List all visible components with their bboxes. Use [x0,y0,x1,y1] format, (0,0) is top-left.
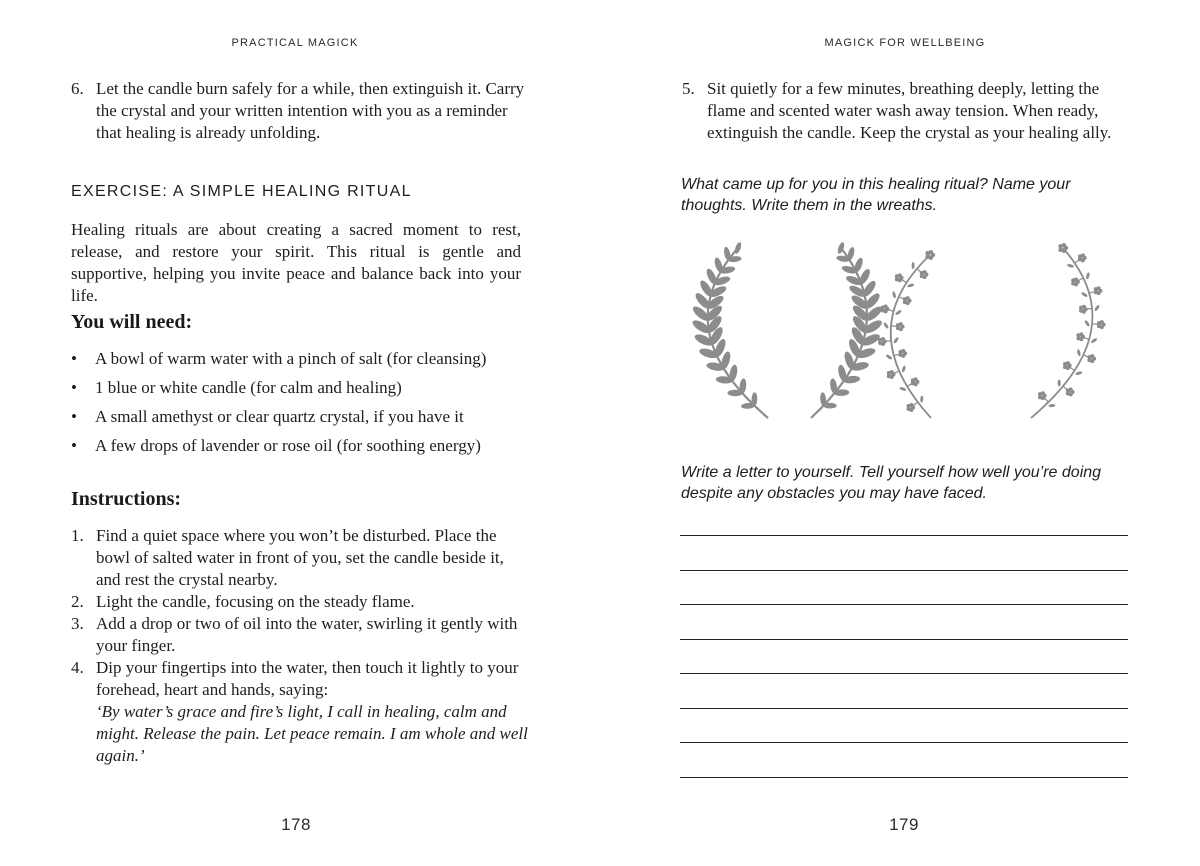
need-text: A small amethyst or clear quartz crystal, if you have it [95,407,464,426]
list-item [71,348,531,377]
step-text: Find a quiet space where you won’t be disturbed. Place the bowl of salted water in front of you, set the candle beside it, and rest the crystal nearby. [96,526,504,589]
exercise-heading: EXERCISE: A SIMPLE HEALING RITUAL [71,183,412,200]
running-head-left: PRACTICAL MAGICK [231,37,359,49]
writing-line[interactable] [680,604,1128,605]
writing-line[interactable] [680,535,1128,536]
writing-line[interactable] [680,570,1128,571]
flower-wreath-left-icon [878,250,935,418]
page-number-right: 179 [889,815,919,834]
step-text: Add a drop or two of oil into the water, swirling it gently with your finger. [96,614,518,655]
wreaths-illustration [673,240,1133,425]
you-will-need-heading: You will need: [71,311,193,333]
leaf-wreath-left-icon [691,241,768,418]
step-3 [71,613,531,657]
step-number: 5. [682,79,695,98]
need-text: A bowl of warm water with a pinch of salt (for cleansing) [95,349,487,368]
step-2 [71,591,531,613]
step-text: Dip your fingertips into the water, then touch it lightly to your forehead, heart and hands, saying: [96,658,519,699]
leaf-wreath-right-icon [811,241,884,418]
writing-line[interactable] [680,639,1128,640]
letter-prompt: Write a letter to yourself. Tell yourself how well you’re doing despite any obstacles you may have faced. [681,464,1102,502]
bullet-icon: • [71,349,77,368]
step-5 [682,78,1142,144]
page-number-left: 178 [281,815,311,834]
need-text: A few drops of lavender or rose oil (for soothing energy) [95,436,481,455]
step-4 [71,657,531,767]
bullet-icon: • [71,407,77,426]
list-item [71,406,531,435]
need-text: 1 blue or white candle (for calm and healing) [95,378,402,397]
incantation: ‘By water’s grace and fire’s light, I call in healing, calm and might. Release the pain. Let peace remain. I am whole and well again.’ [96,702,528,765]
writing-line[interactable] [680,777,1128,778]
list-item [71,435,531,464]
step-number: 6. [71,79,84,98]
step-6 [71,78,531,144]
step-text: Sit quietly for a few minutes, breathing deeply, letting the flame and scented water wash away tension. When ready, extinguish the candle. Keep the crystal as your healing ally. [707,79,1112,142]
writing-line[interactable] [680,708,1128,709]
step-1 [71,525,531,591]
running-head-right: MAGICK FOR WELLBEING [824,37,986,49]
writing-line[interactable] [680,742,1128,743]
step-text: Light the candle, focusing on the steady flame. [96,592,415,611]
step-number: 4. [71,658,84,677]
instructions-heading: Instructions: [71,488,182,510]
writing-line[interactable] [680,673,1128,674]
list-item [71,377,531,406]
step-text: Let the candle burn safely for a while, then extinguish it. Carry the crystal and your written intention with you as a reminder that healing is already unfolding. [96,79,525,142]
exercise-intro: Healing rituals are about creating a sacred moment to rest, release, and restore your spirit. This ritual is gentle and supportive, helping you invite peace and balance back into your life. [71,220,521,305]
right-page [600,0,1200,866]
bullet-icon: • [71,436,77,455]
instructions-list [71,525,531,767]
step-number: 3. [71,614,84,633]
step-number: 2. [71,592,84,611]
step-number: 1. [71,526,84,545]
wreath-prompt: What came up for you in this healing ritual? Name your thoughts. Write them in the wreaths. [681,176,1071,214]
needs-list [71,348,531,464]
flower-wreath-right-icon [1031,243,1106,418]
bullet-icon: • [71,378,77,397]
